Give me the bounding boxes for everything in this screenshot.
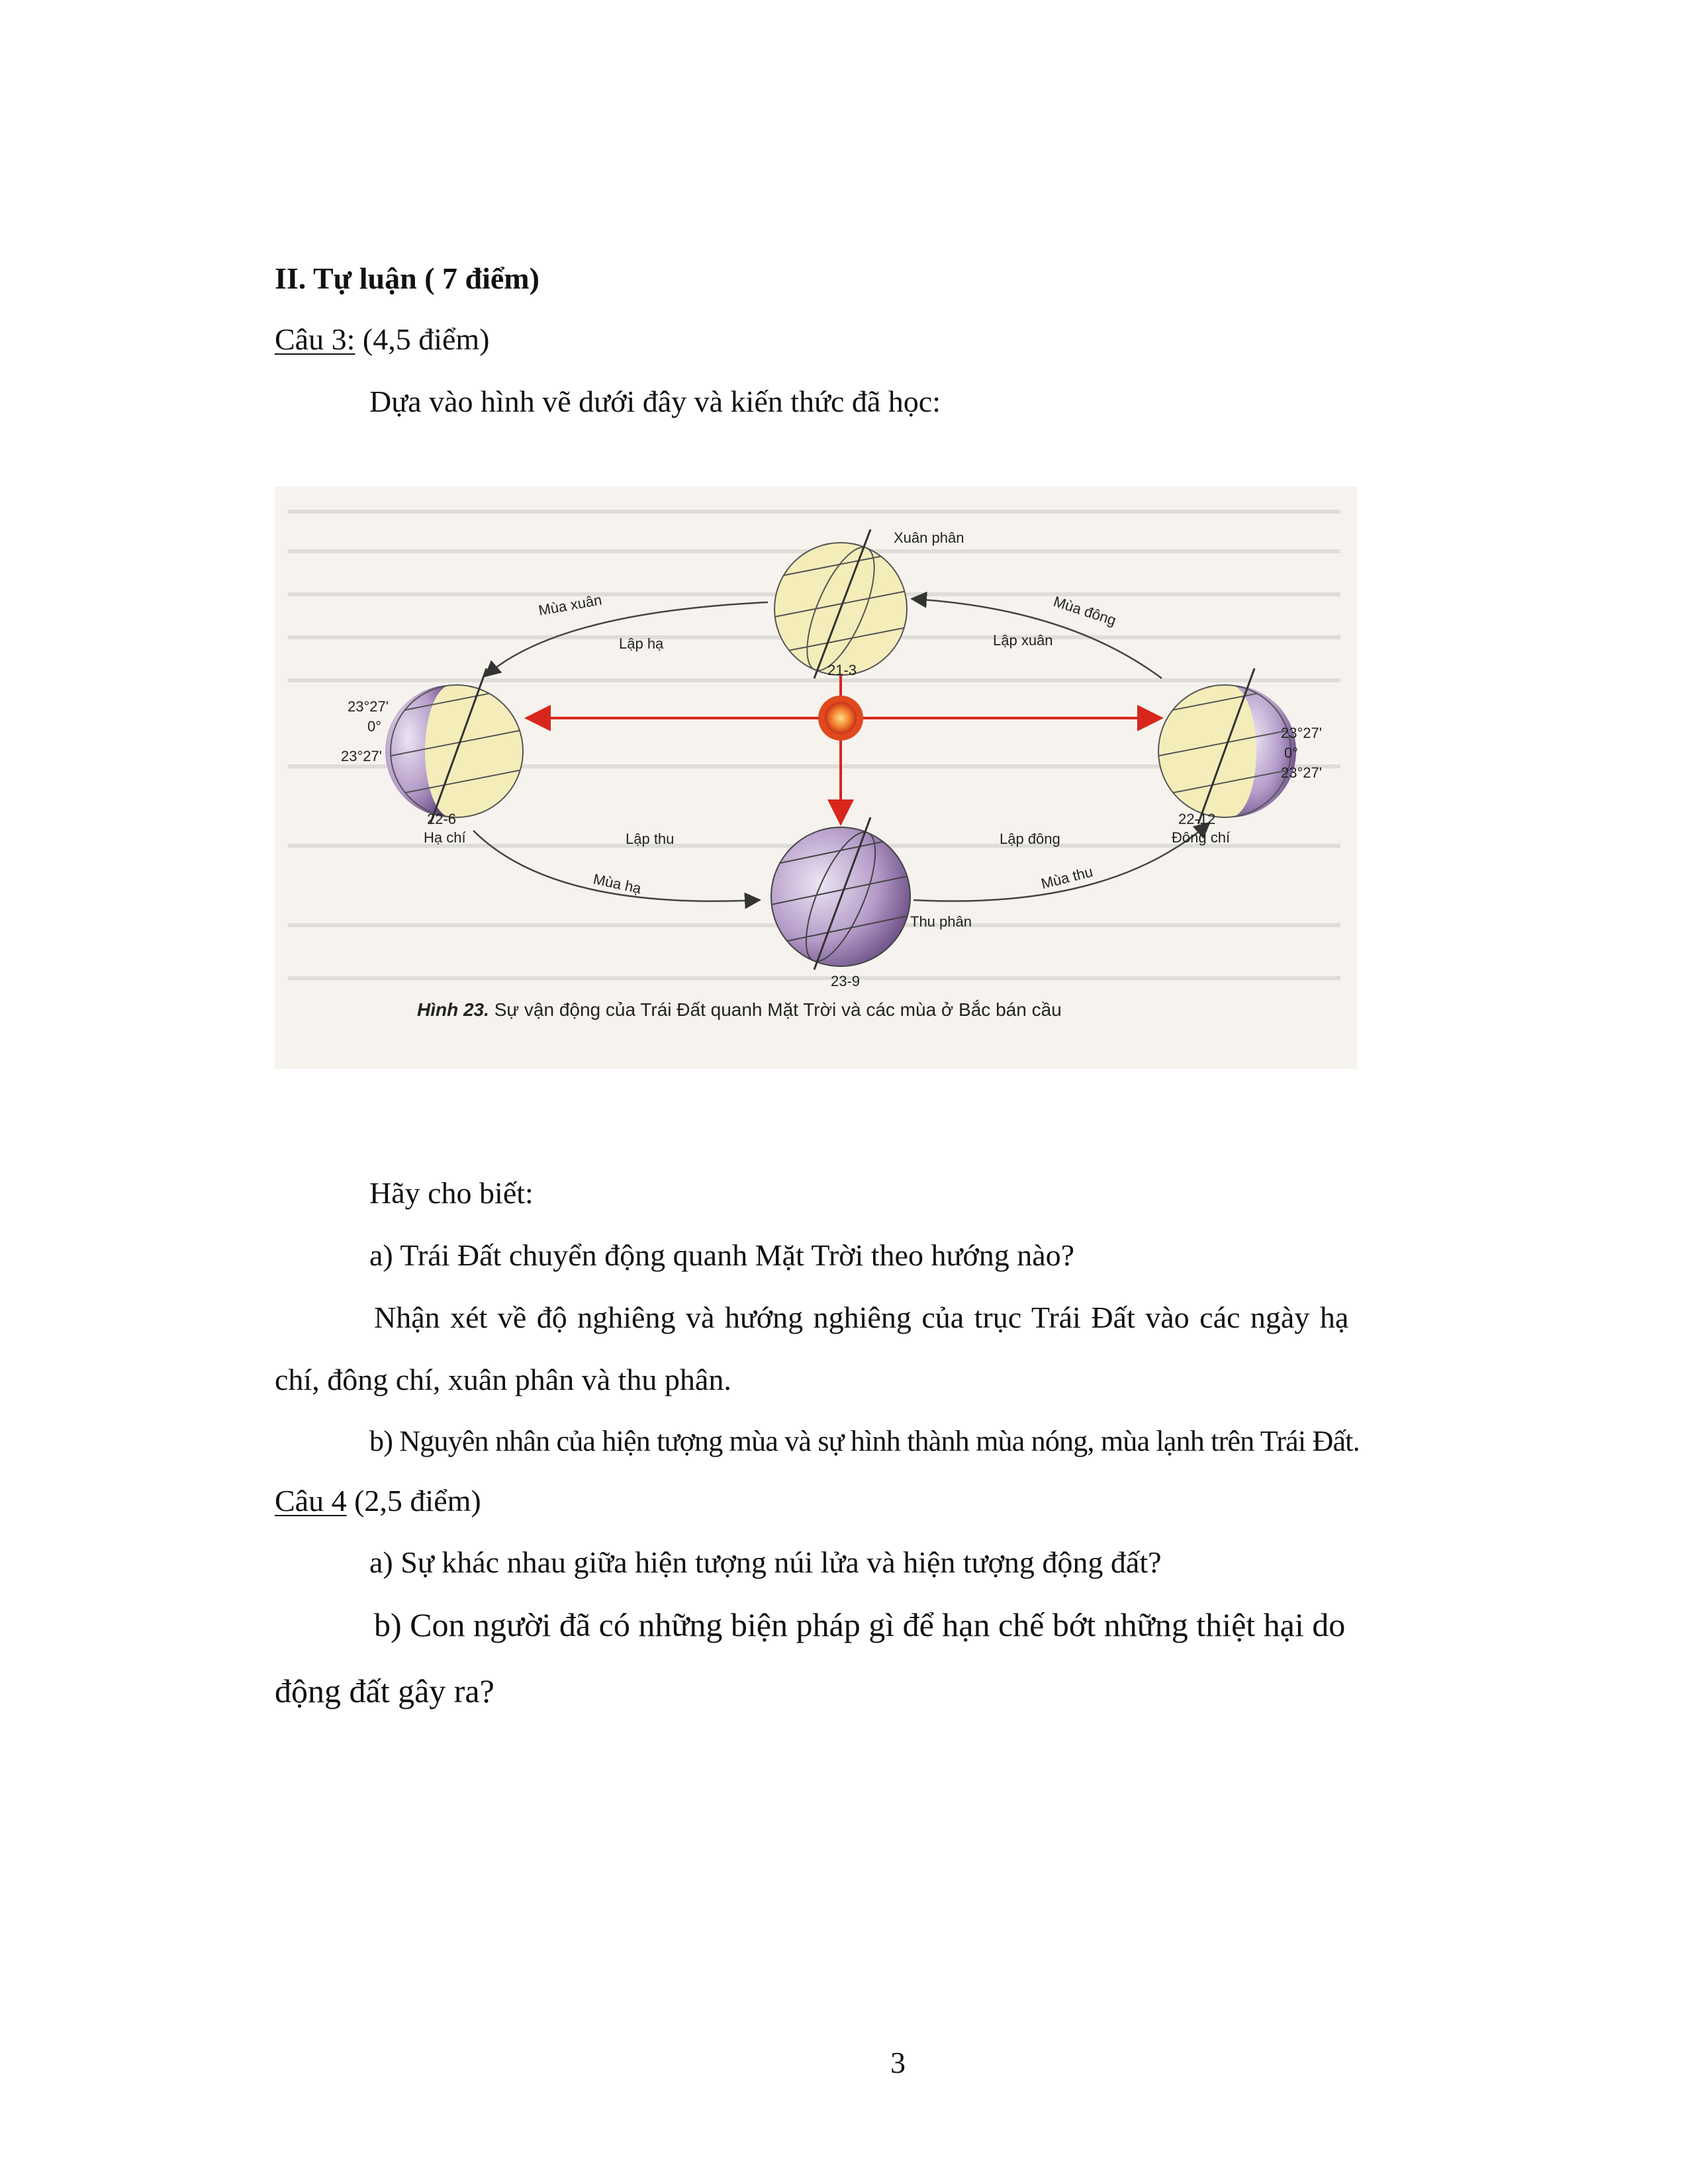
label-lap-ha: Lập hạ — [619, 635, 664, 652]
label-mua-thu: Mùa thu — [1039, 863, 1095, 892]
label-mua-ha: Mùa hạ — [591, 870, 643, 897]
section-heading: II. Tự luận ( 7 điểm) — [275, 261, 539, 295]
label-lap-thu: Lập thu — [626, 831, 675, 847]
question-3a-line1: a) Trái Đất chuyển động quanh Mặt Trời theo hướng nào? — [369, 1238, 1075, 1272]
question-3a-line3: chí, đông chí, xuân phân và thu phân. — [275, 1363, 731, 1396]
sun-icon — [818, 696, 863, 741]
label-mua-xuan: Mùa xuân — [537, 591, 604, 619]
label-left-lat-mid: 0° — [367, 718, 382, 735]
label-right-lat-bot: 23°27' — [1281, 764, 1322, 781]
question-4-points: (2,5 điểm) — [346, 1484, 481, 1518]
label-thu-phan: Thu phân — [910, 913, 972, 930]
label-right-lat-top: 23°27' — [1281, 725, 1322, 741]
label-dong-chi: Đông chí — [1172, 829, 1231, 846]
page-number: 3 — [890, 2046, 906, 2079]
question-3-points: (4,5 điểm) — [355, 322, 490, 356]
figure-caption-number: Hình 23. — [417, 999, 489, 1020]
label-left-lat-bot: 23°27' — [341, 748, 382, 764]
question-4-header — [275, 1486, 481, 1516]
label-lap-dong: Lập đông — [1000, 831, 1060, 847]
question-4-label: Câu 4 — [275, 1484, 347, 1518]
label-xuan-phan: Xuân phân — [894, 529, 964, 546]
label-right-lat-mid: 0° — [1284, 745, 1299, 761]
figure-caption — [417, 999, 1062, 1020]
label-mua-dong: Mùa đông — [1051, 592, 1119, 629]
label-lap-xuan: Lập xuân — [993, 632, 1053, 649]
question-3-header — [275, 324, 490, 355]
figure-caption-text: Sự vận động của Trái Đất quanh Mặt Trời và các mùa ở Bắc bán cầu — [489, 999, 1062, 1020]
question-3-label: Câu 3: — [275, 322, 355, 356]
globe-dong-chi — [1149, 668, 1301, 824]
label-left-lat-top: 23°27' — [348, 698, 389, 715]
question-4b-line1: b) Con người đã có những biện pháp gì để hạn chế bớt những thiệt hại do — [374, 1606, 1346, 1643]
label-date-22-6: 22-6 — [427, 811, 457, 827]
question-3a-line2: Nhận xét về độ nghiêng và hướng nghiêng của trục Trái Đất vào các ngày hạ — [374, 1300, 1349, 1334]
question-4a: a) Sự khác nhau giữa hiện tượng núi lửa và hiện tượng động đất? — [369, 1545, 1162, 1579]
question-4b-line2: động đất gây ra? — [275, 1672, 494, 1709]
label-date-22-12: 22-12 — [1178, 811, 1216, 827]
label-ha-chi: Hạ chí — [424, 829, 466, 846]
label-date-21-3: 21-3 — [827, 662, 857, 678]
globe-ha-chi — [381, 668, 533, 824]
label-date-23-9: 23-9 — [831, 973, 861, 989]
earth-orbit-figure — [275, 486, 1357, 1069]
question-3-intro: Dựa vào hình vẽ dưới đây và kiến thức đã học: — [369, 385, 941, 418]
question-3b: b) Nguyên nhân của hiện tượng mùa và sự hình thành mùa nóng, mùa lạnh trên Trái Đất. — [369, 1425, 1360, 1457]
question-3-prompt: Hãy cho biết: — [369, 1176, 534, 1210]
globe-thu-phan — [761, 817, 920, 970]
